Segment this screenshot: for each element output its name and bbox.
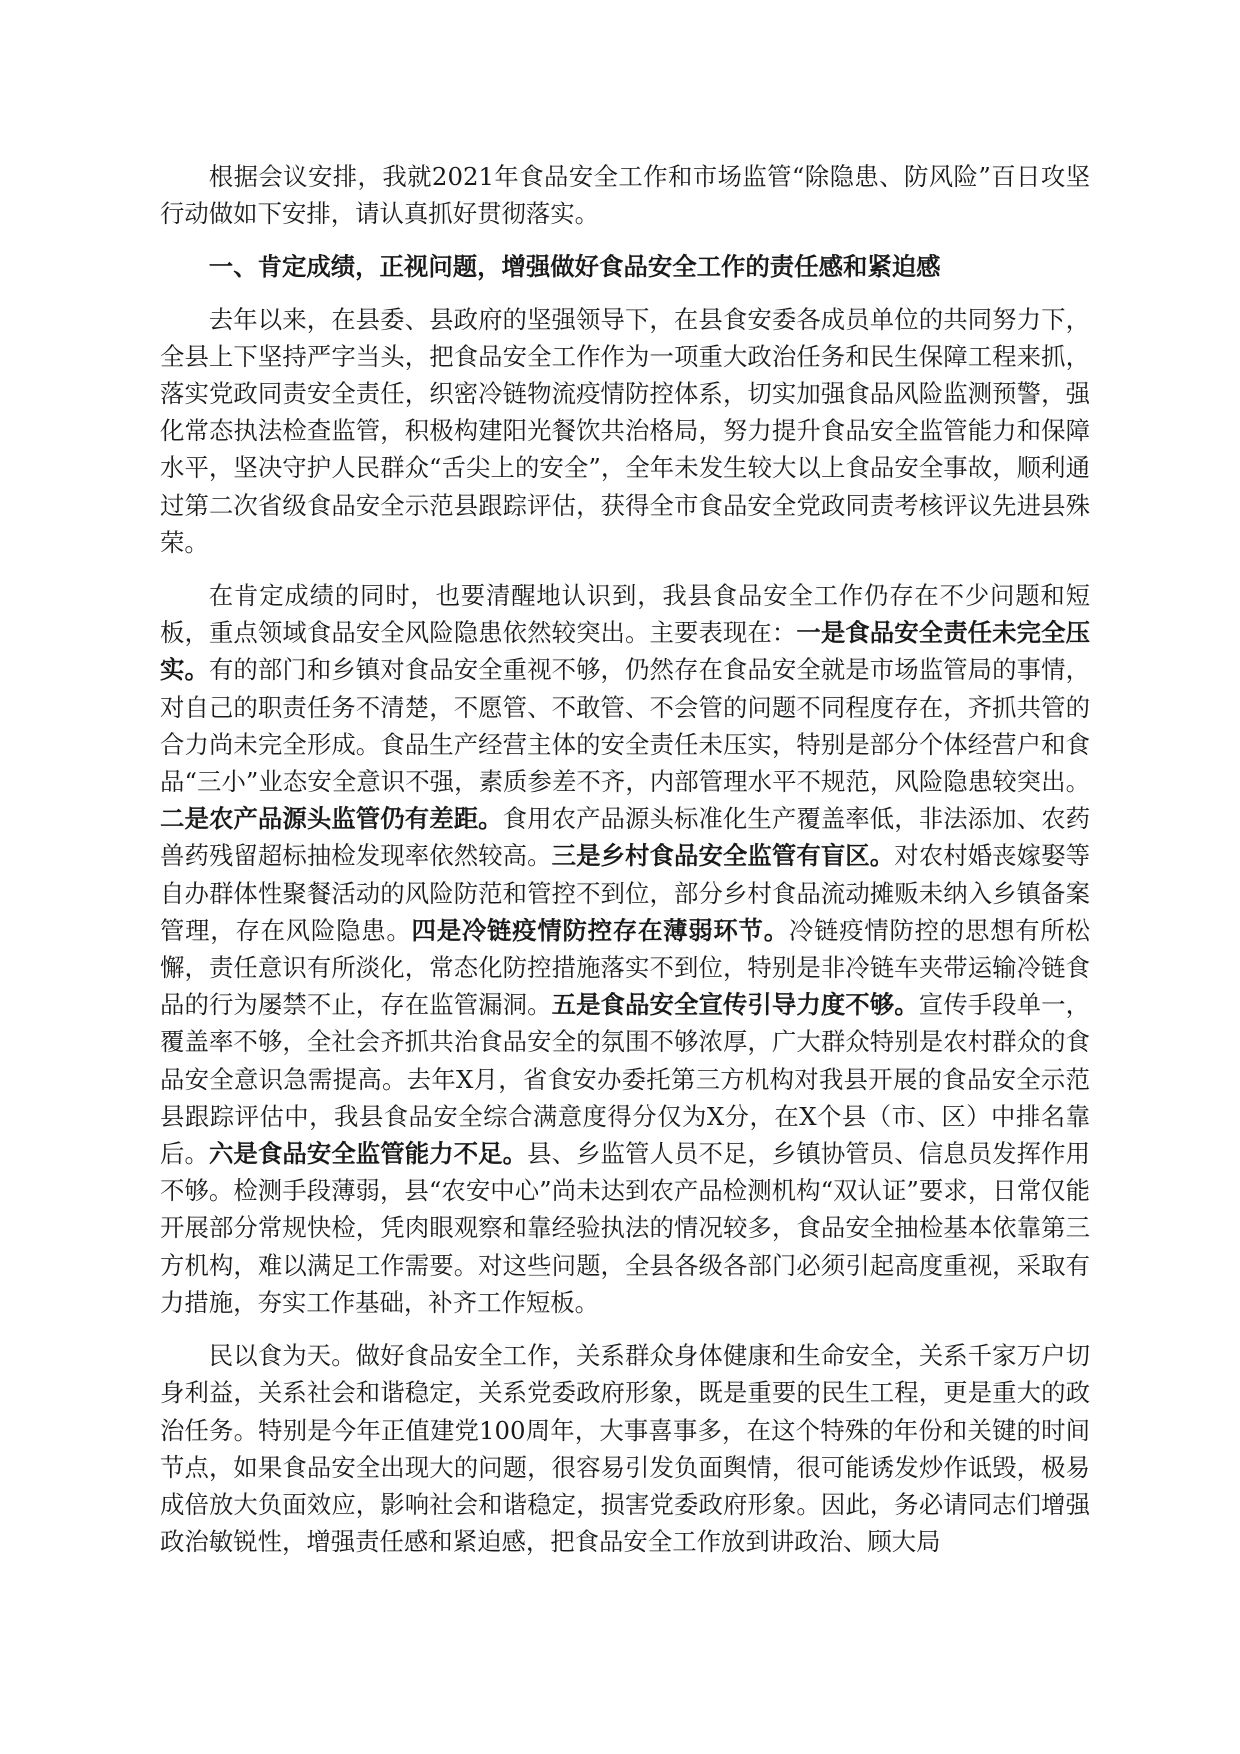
problem-1-title: 一是食品安全责任未完全压实。	[160, 618, 1090, 685]
problem-2-text: 食用农产品源头标准化生产覆盖率低，非法添加、农药兽药残留超标抽检发现率依然较高。	[160, 804, 1090, 871]
problem-2-title: 二是农产品源头监管仍有差距。	[160, 804, 503, 834]
paragraph-importance: 民以食为天。做好食品安全工作，关系群众身体健康和生命安全，关系千家万户切身利益，关系社会和谐稳定，关系党委政府形象，既是重要的民生工程，更是重大的政治任务。特别是今年正值建党100周年，大事喜事多，在这个特殊的年份和关键的时间节点，如果食品安全出现大的问题，很容易引发负面舆情，很可能诱发炒作诋毁，极易成倍放大负面效应，影响社会和谐稳定，损害党委政府形象。因此，务必请同志们增强政治敏锐性，增强责任感和紧迫感，把食品安全工作放到讲政治、顾大局	[160, 1341, 1090, 1557]
problem-6-title: 六是食品安全监管能力不足。	[208, 1139, 528, 1169]
problems-intro: 在肯定成绩的同时，也要清醒地认识到，我县食品安全工作仍存在不少问题和短板，重点领域食品安全风险隐患依然较突出。主要表现在：	[160, 581, 1090, 648]
problem-4-title: 四是冷链疫情防控存在薄弱环节。	[411, 915, 789, 945]
document-body	[160, 158, 1090, 1576]
problem-6-text: 县、乡监管人员不足，乡镇协管员、信息员发挥作用不够。检测手段薄弱，县“农安中心”尚未达到农产品检测机构“双认证”要求，日常仅能开展部分常规快检，凭肉眼观察和靠经验执法的情况较多，食品安全抽检基本依靠第三方机构，难以满足工作需要。对这些问题，全县各级各部门必须引起高度重视，采取有力措施，夯实工作基础，补齐工作短板。	[160, 1139, 1090, 1317]
problem-5-text: 宣传手段单一，覆盖率不够，全社会齐抓共治食品安全的氛围不够浓厚，广大群众特别是农村群众的食品安全意识急需提高。去年X月，省食安办委托第三方机构对我县开展的食品安全示范县跟踪评估中，我县食品安全综合满意度得分仅为X分，在X个县（市、区）中排名靠后。	[160, 990, 1090, 1169]
problem-5-title: 五是食品安全宣传引导力度不够。	[551, 990, 919, 1020]
problem-3-title: 三是乡村食品安全监管有盲区。	[551, 841, 895, 871]
paragraph-problems	[160, 577, 1090, 1321]
problem-3-text: 对农村婚丧嫁娶等自办群体性聚餐活动的风险防范和管控不到位，部分乡村食品流动摊贩未纳入乡镇备案管理，存在风险隐患。	[160, 841, 1090, 945]
paragraph-achievements: 去年以来，在县委、县政府的坚强领导下，在县食安委各成员单位的共同努力下，全县上下坚持严字当头，把食品安全工作作为一项重大政治任务和民生保障工程来抓，落实党政同责安全责任，织密冷链物流疫情防控体系，切实加强食品风险监测预警，强化常态执法检查监管，积极构建阳光餐饮共治格局，努力提升食品安全监管能力和保障水平，坚决守护人民群众“舌尖上的安全”，全年未发生较大以上食品安全事故，顺利通过第二次省级食品安全示范县跟踪评估，获得全市食品安全党政同责考核评议先进县殊荣。	[160, 304, 1090, 557]
problem-4-text: 冷链疫情防控的思想有所松懈，责任意识有所淡化，常态化防控措施落实不到位，特别是非冷链车夹带运输冷链食品的行为屡禁不止，存在监管漏洞。	[160, 915, 1090, 1020]
section-heading-1: 一、肯定成绩，正视问题，增强做好食品安全工作的责任感和紧迫感	[208, 252, 941, 282]
paragraph-intro: 根据会议安排，我就2021年食品安全工作和市场监管“除隐患、防风险”百日攻坚行动做如下安排，请认真抓好贯彻落实。	[160, 162, 1090, 229]
problem-1-text: 有的部门和乡镇对食品安全重视不够，仍然存在食品安全就是市场监管局的事情，对自己的职责任务不清楚，不愿管、不敢管、不会管的问题不同程度存在，齐抓共管的合力尚未完全形成。食品生产经营主体的安全责任未压实，特别是部分个体经营户和食品“三小”业态安全意识不强，素质参差不齐，内部管理水平不规范，风险隐患较突出。	[160, 655, 1090, 797]
